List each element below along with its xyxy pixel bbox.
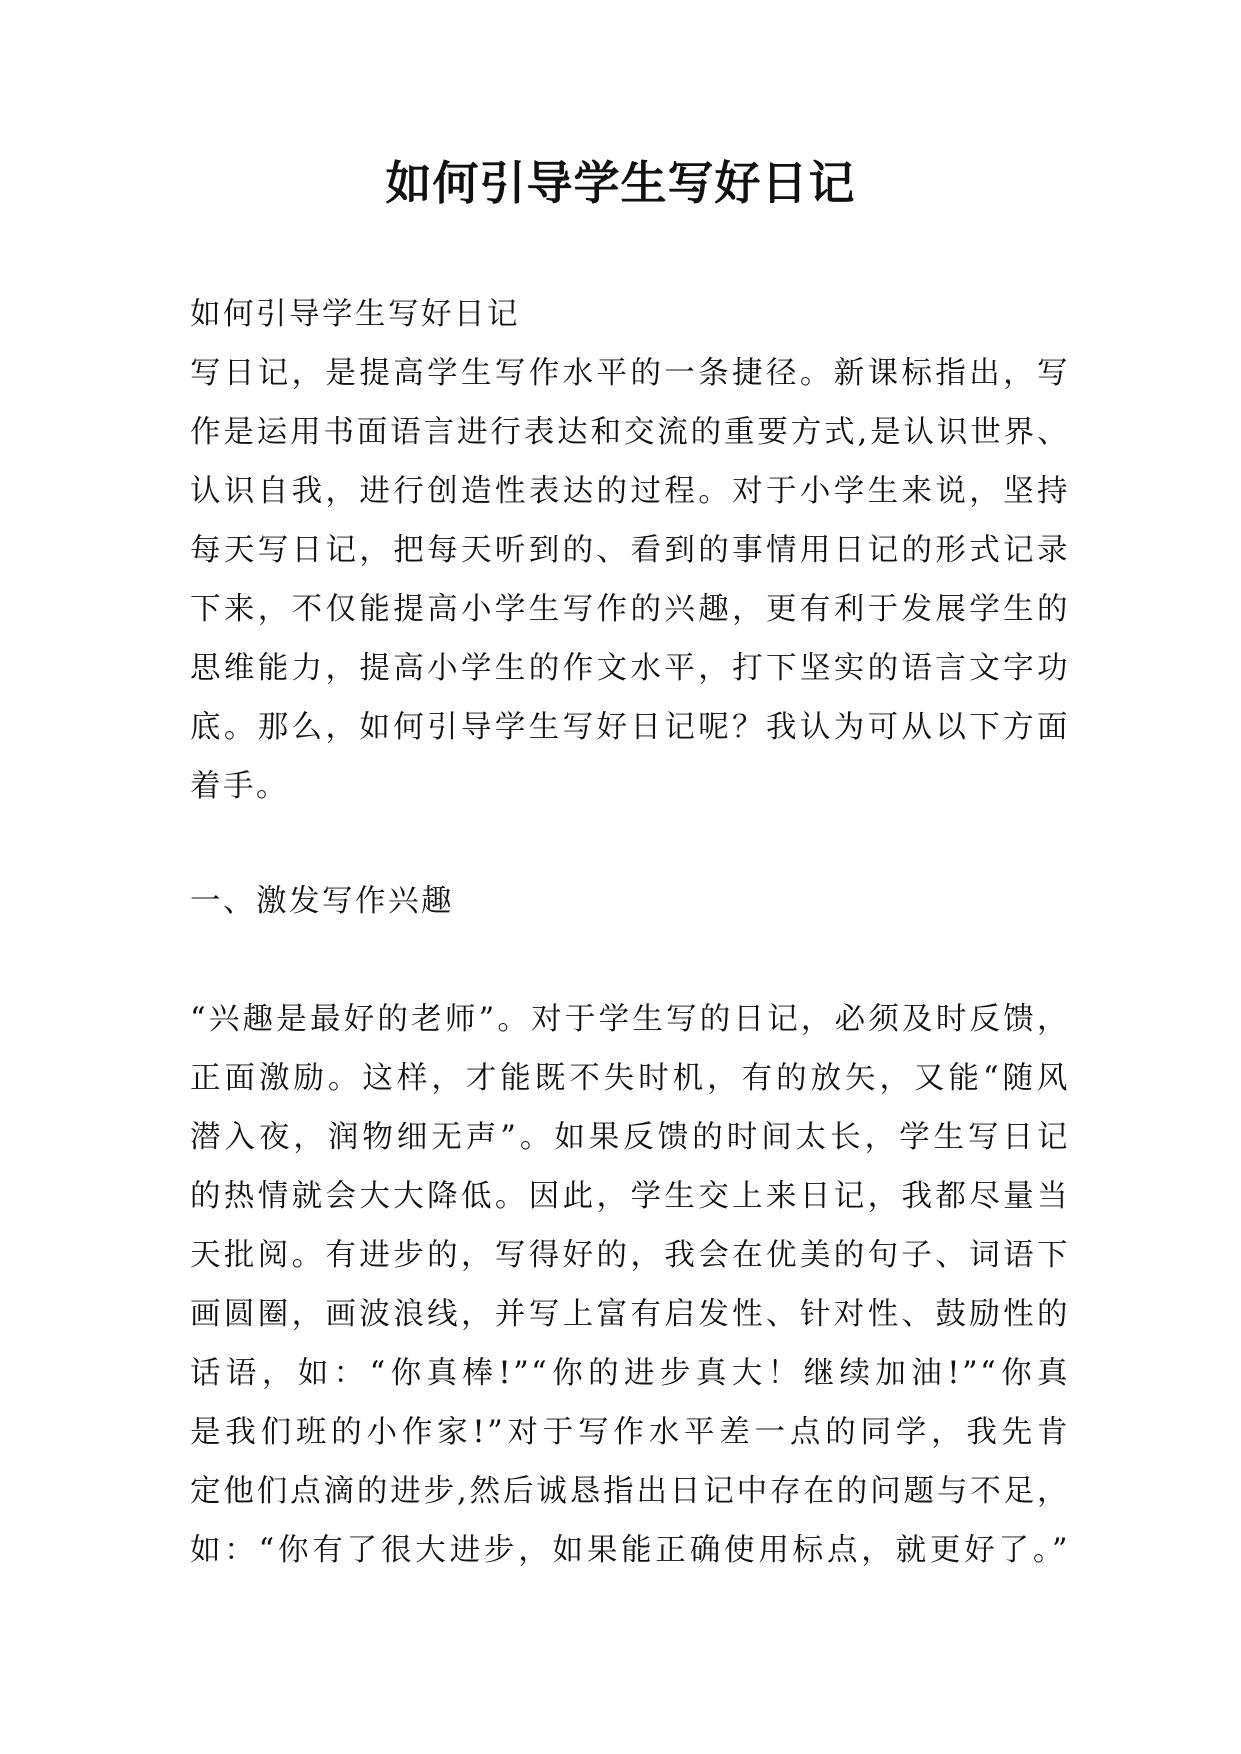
paragraph-line: 定他们点滴的进步,然后诚恳指出日记中存在的问题与不足， [190,1474,1070,1509]
paragraph-line: 每天写日记，把每天听到的、看到的事情用日记的形式记录 [190,533,1070,568]
paragraph-line: 作是运用书面语言进行表达和交流的重要方式,是认识世界、 [190,415,1070,450]
paragraph-line: 写日记，是提高学生写作水平的一条捷径。新课标指出，写 [190,356,1070,391]
intro-section [190,285,1070,816]
paragraph-line: 下来，不仅能提高小学生写作的兴趣，更有利于发展学生的 [190,592,1070,627]
section-body [190,990,1070,1580]
paragraph-line: 的热情就会大大降低。因此，学生交上来日记，我都尽量当 [190,1179,1070,1214]
paragraph-line: 潜入夜，润物细无声”。如果反馈的时间太长，学生写日记 [190,1120,1070,1155]
paragraph-line: 正面激励。这样，才能既不失时机，有的放矢，又能“随风 [190,1061,1070,1096]
paragraph-line: 着手。 [190,769,289,804]
paragraph-line: 思维能力，提高小学生的作文水平，打下坚实的语言文字功 [190,651,1070,686]
section-heading-block [190,872,1070,931]
paragraph-line: 画圆圈，画波浪线，并写上富有启发性、针对性、鼓励性的 [190,1297,1070,1332]
section-heading: 一、激发写作兴趣 [190,884,454,919]
paragraph-line: 如：“你有了很大进步，如果能正确使用标点，就更好了。” [190,1533,1070,1568]
paragraph-line: 天批阅。有进步的，写得好的，我会在优美的句子、词语下 [190,1238,1070,1273]
paragraph-line: “兴趣是最好的老师”。对于学生写的日记，必须及时反馈， [190,1002,1070,1037]
paragraph-line: 是我们班的小作家!”对于写作水平差一点的同学，我先肯 [190,1415,1070,1450]
paragraph-line: 话语，如：“你真棒!”“你的进步真大！继续加油!”“你真 [190,1356,1070,1391]
subtitle-line: 如何引导学生写好日记 [190,297,520,332]
paragraph-line: 认识自我，进行创造性表达的过程。对于小学生来说，坚持 [190,474,1070,509]
document-title: 如何引导学生写好日记 [385,156,856,210]
paragraph-line: 底。那么，如何引导学生写好日记呢？我认为可从以下方面 [190,710,1070,745]
